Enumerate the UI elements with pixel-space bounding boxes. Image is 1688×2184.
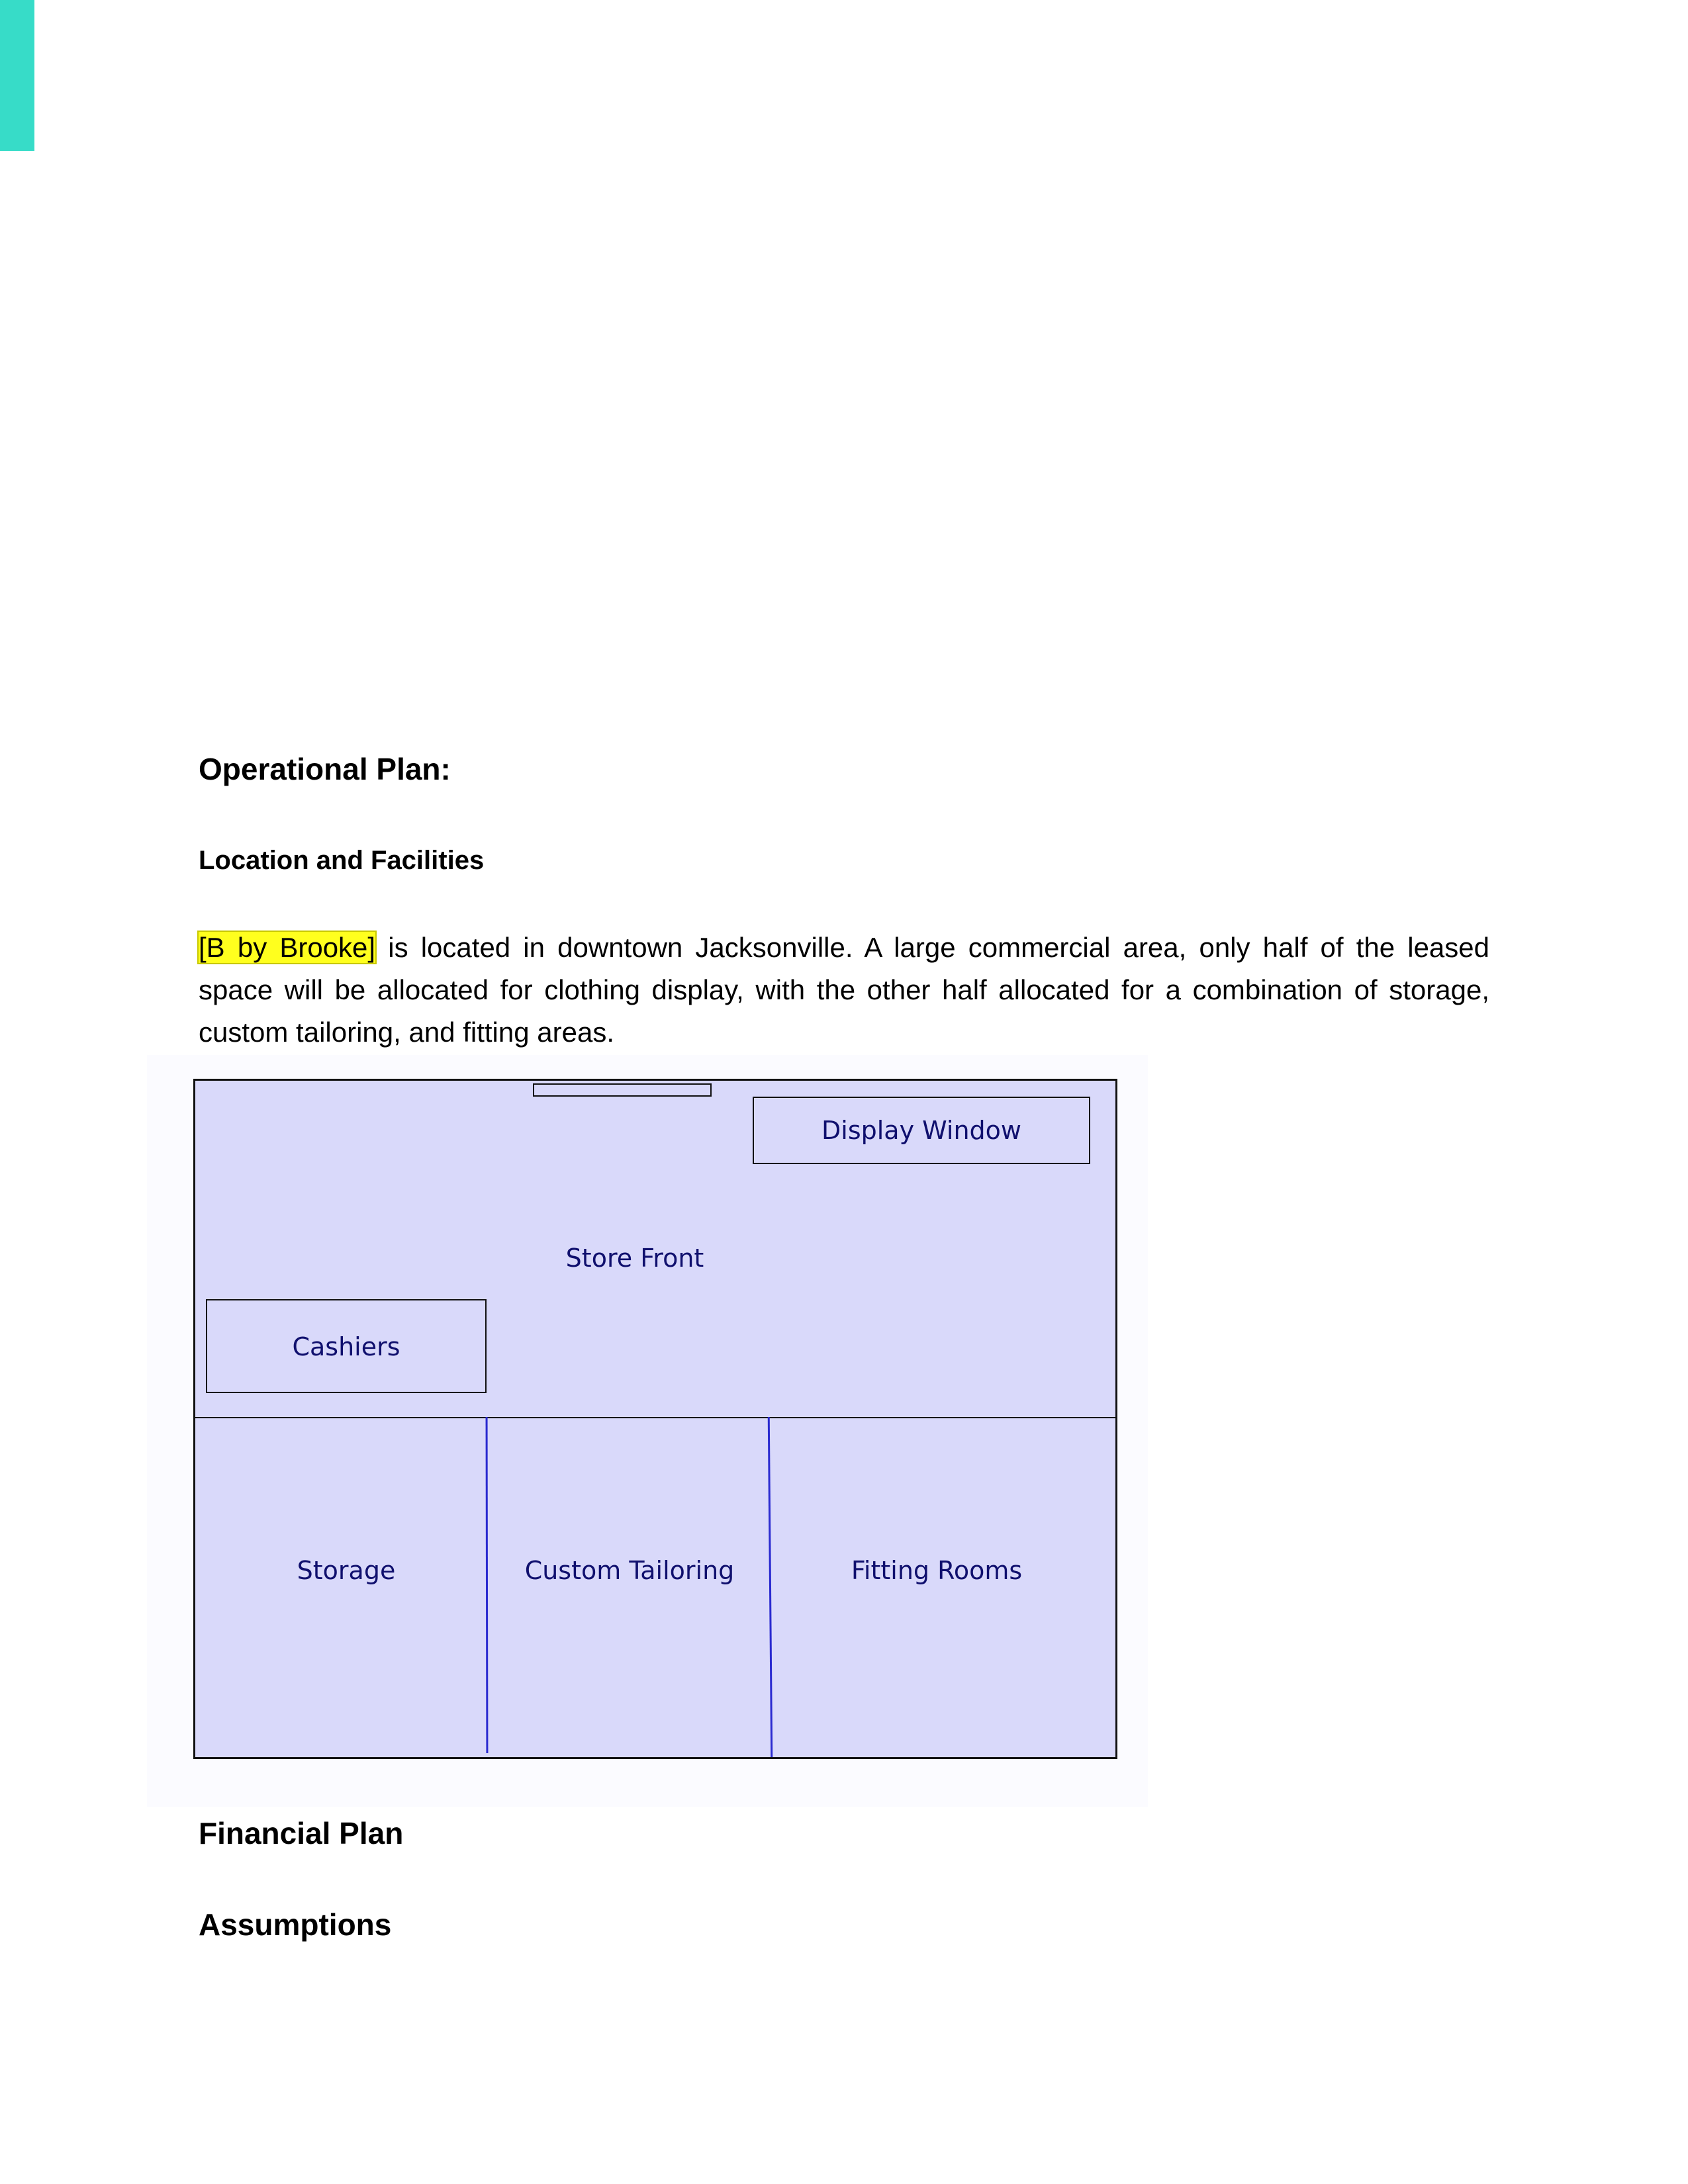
custom-tailoring-label: Custom Tailoring xyxy=(524,1556,735,1585)
entrance-door xyxy=(533,1083,712,1097)
page-accent-tab xyxy=(0,0,34,151)
heading-financial-plan: Financial Plan xyxy=(199,1816,404,1850)
heading-location-facilities: Location and Facilities xyxy=(199,846,485,875)
location-paragraph xyxy=(199,927,1489,1054)
front-back-divider xyxy=(195,1417,1115,1418)
heading-assumptions: Assumptions xyxy=(199,1907,392,1942)
floor-plan xyxy=(193,1079,1117,1759)
cashiers-label: Cashiers xyxy=(292,1332,400,1361)
location-paragraph-text: is located in downtown Jacksonville. A large commercial area, only half of the leased space will be allocated for clothing display, with the other half allocated for a combination of storage, custom tailoring, and fitting areas. xyxy=(199,932,1489,1048)
storage-label: Storage xyxy=(297,1556,396,1585)
heading-operational-plan: Operational Plan: xyxy=(199,752,451,786)
storage-tailoring-divider xyxy=(486,1417,489,1753)
fitting-rooms-label: Fitting Rooms xyxy=(851,1556,1023,1585)
display-window-label: Display Window xyxy=(821,1116,1021,1145)
tailoring-fitting-divider xyxy=(768,1417,773,1757)
store-front-label: Store Front xyxy=(565,1244,704,1273)
brand-name-highlight: [B by Brooke] xyxy=(199,932,376,963)
